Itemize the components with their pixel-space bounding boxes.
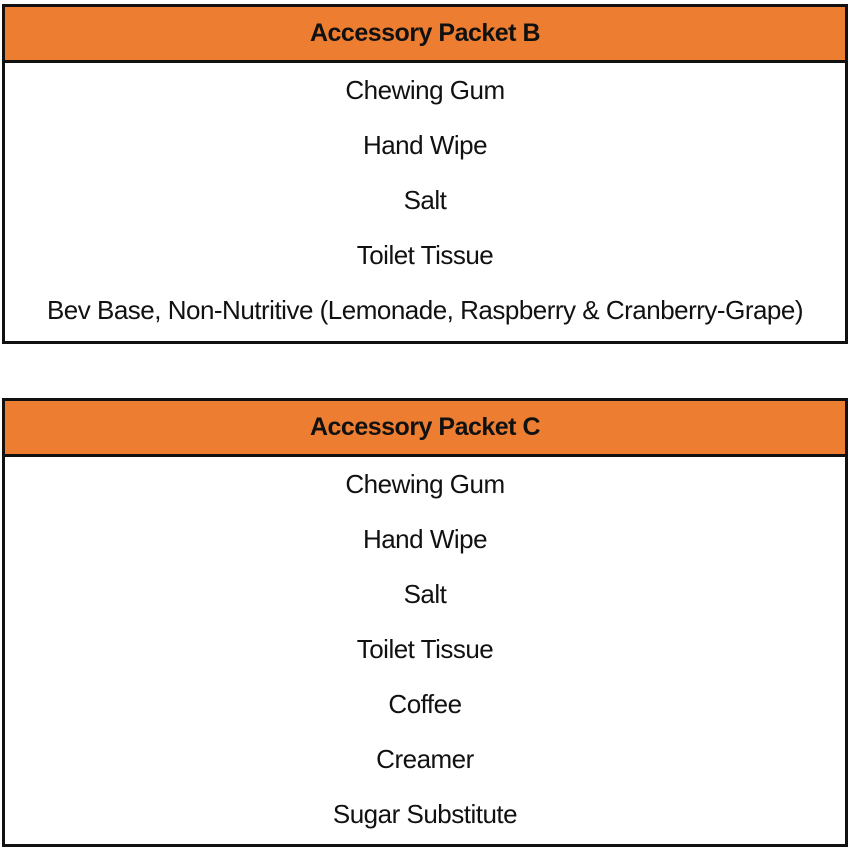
list-item: Salt	[403, 185, 447, 215]
packet-c-header: Accessory Packet C	[5, 401, 845, 457]
list-item: Sugar Substitute	[332, 799, 518, 829]
list-item: Hand Wipe	[362, 524, 488, 554]
packet-b-header: Accessory Packet B	[5, 7, 845, 63]
accessory-packet-c-table	[2, 398, 848, 847]
list-item: Hand Wipe	[362, 130, 488, 160]
list-item: Toilet Tissue	[356, 240, 494, 270]
list-item: Bev Base, Non-Nutritive (Lemonade, Raspberry & Cranberry-Grape)	[46, 295, 804, 325]
list-item: Toilet Tissue	[356, 634, 494, 664]
list-item: Coffee	[388, 689, 462, 719]
accessory-packet-b-table	[2, 4, 848, 344]
list-item: Chewing Gum	[345, 75, 505, 105]
list-item: Chewing Gum	[345, 469, 505, 499]
list-item: Salt	[403, 579, 447, 609]
list-item: Creamer	[376, 744, 474, 774]
packet-c-item-list	[5, 457, 845, 842]
packet-b-item-list	[5, 63, 845, 338]
